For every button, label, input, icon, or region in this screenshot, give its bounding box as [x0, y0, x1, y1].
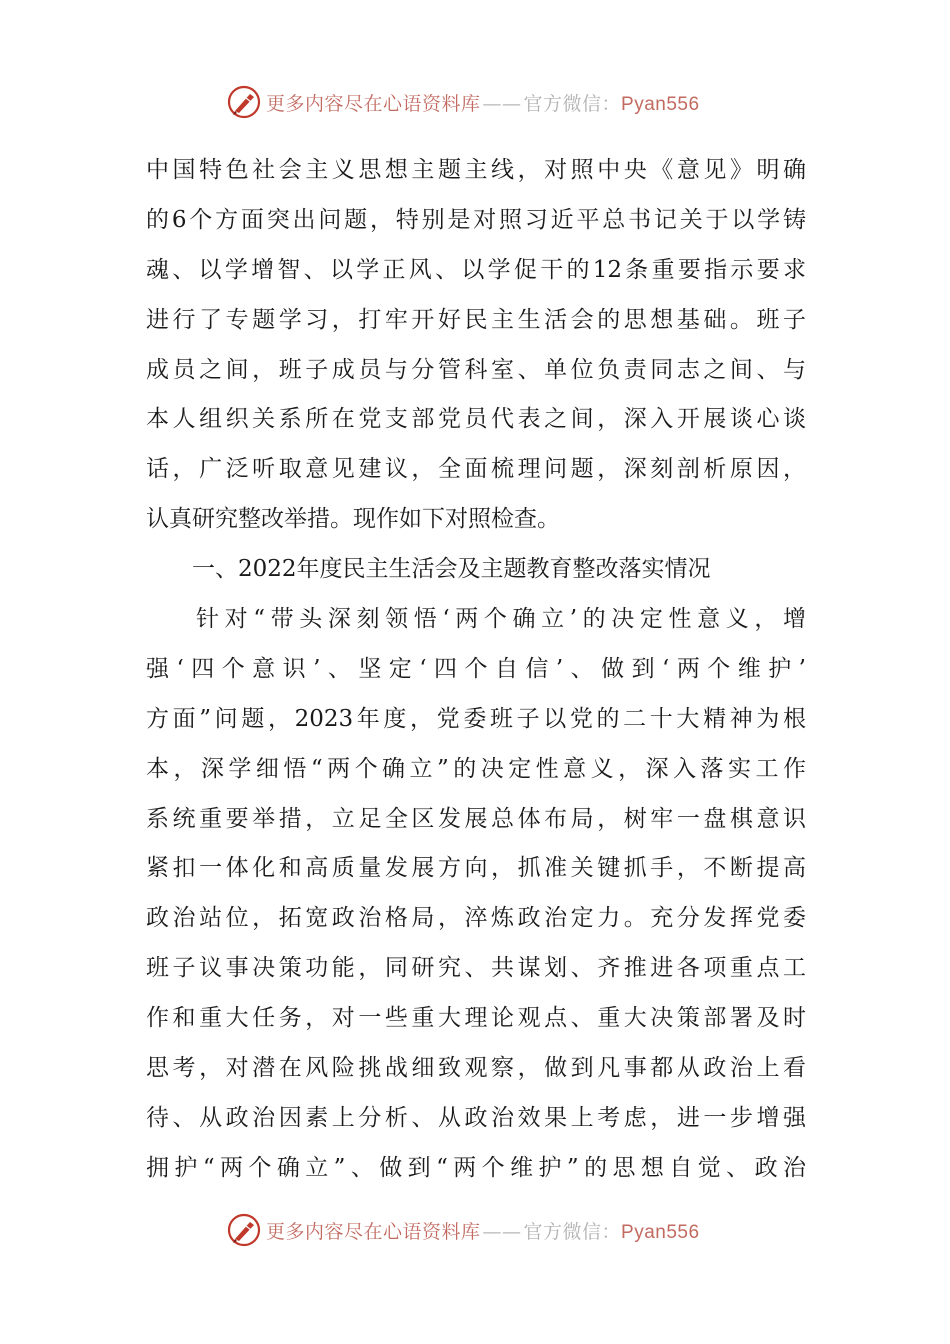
body-line: 思考，对潜在风险挑战细致观察，做到凡事都从政治上看	[146, 1055, 806, 1082]
watermark-text	[266, 89, 700, 116]
document-body	[146, 146, 806, 1194]
pen-logo-icon	[226, 84, 262, 120]
body-line: 作和重大任务，对一些重大理论观点、重大决策部署及时	[146, 1005, 806, 1032]
body-line: 本，深学细悟“两个确立”的决定性意义，深入落实工作	[146, 755, 806, 782]
watermark-wechat-label: 官方微信：	[523, 92, 622, 115]
body-line: 本人组织关系所在党支部党员代表之间，深入开展谈心谈	[146, 406, 806, 433]
section-heading: 一、2022年度民主生活会及主题教育整改落实情况	[192, 556, 711, 583]
body-line: 方面”问题，2023年度，党委班子以党的二十大精神为根	[146, 705, 806, 732]
watermark-wechat-label: 官方微信：	[523, 1220, 622, 1243]
watermark-banner-top	[226, 82, 746, 122]
watermark-banner-bottom	[226, 1210, 746, 1250]
body-line: 进行了专题学习，打牢开好民主生活会的思想基础。班子	[146, 306, 806, 333]
body-line: 政治站位，拓宽政治格局，淬炼政治定力。充分发挥党委	[146, 905, 806, 932]
pen-logo-icon	[226, 1212, 262, 1248]
watermark-dash: ——	[482, 92, 522, 115]
body-line: 中国特色社会主义思想主题主线，对照中央《意见》明确	[146, 157, 806, 183]
body-line: 话，广泛听取意见建议，全面梳理问题，深刻剖析原因，	[146, 456, 806, 483]
watermark-text	[266, 1217, 700, 1244]
watermark-wechat-id: Pyan556	[621, 1221, 700, 1243]
body-line: 强‘四个意识’、坚定‘四个自信’、做到‘两个维护’	[146, 655, 806, 682]
watermark-dash: ——	[482, 1220, 522, 1243]
body-line: 魂、以学增智、以学正风、以学促干的12条重要指示要求	[146, 256, 806, 283]
body-line: 认真研究整改举措。现作如下对照检查。	[146, 506, 560, 533]
watermark-site-text: 更多内容尽在心语资料库	[266, 92, 481, 115]
body-line: 紧扣一体化和高质量发展方向，抓准关键抓手，不断提高	[146, 855, 806, 882]
body-line: 针对“带头深刻领悟‘两个确立’的决定性意义，增	[196, 606, 806, 633]
body-line: 成员之间，班子成员与分管科室、单位负责同志之间、与	[146, 356, 806, 383]
watermark-wechat-id: Pyan556	[621, 93, 700, 115]
body-line: 拥护“两个确立”、做到“两个维护”的思想自觉、政治	[146, 1154, 806, 1181]
body-line: 待、从政治因素上分析、从政治效果上考虑，进一步增强	[146, 1104, 806, 1131]
watermark-site-text: 更多内容尽在心语资料库	[266, 1220, 481, 1243]
body-line: 系统重要举措，立足全区发展总体布局，树牢一盘棋意识	[146, 805, 806, 832]
body-line: 的6个方面突出问题，特别是对照习近平总书记关于以学铸	[146, 206, 806, 233]
body-line: 班子议事决策功能，同研究、共谋划、齐推进各项重点工	[146, 955, 806, 982]
